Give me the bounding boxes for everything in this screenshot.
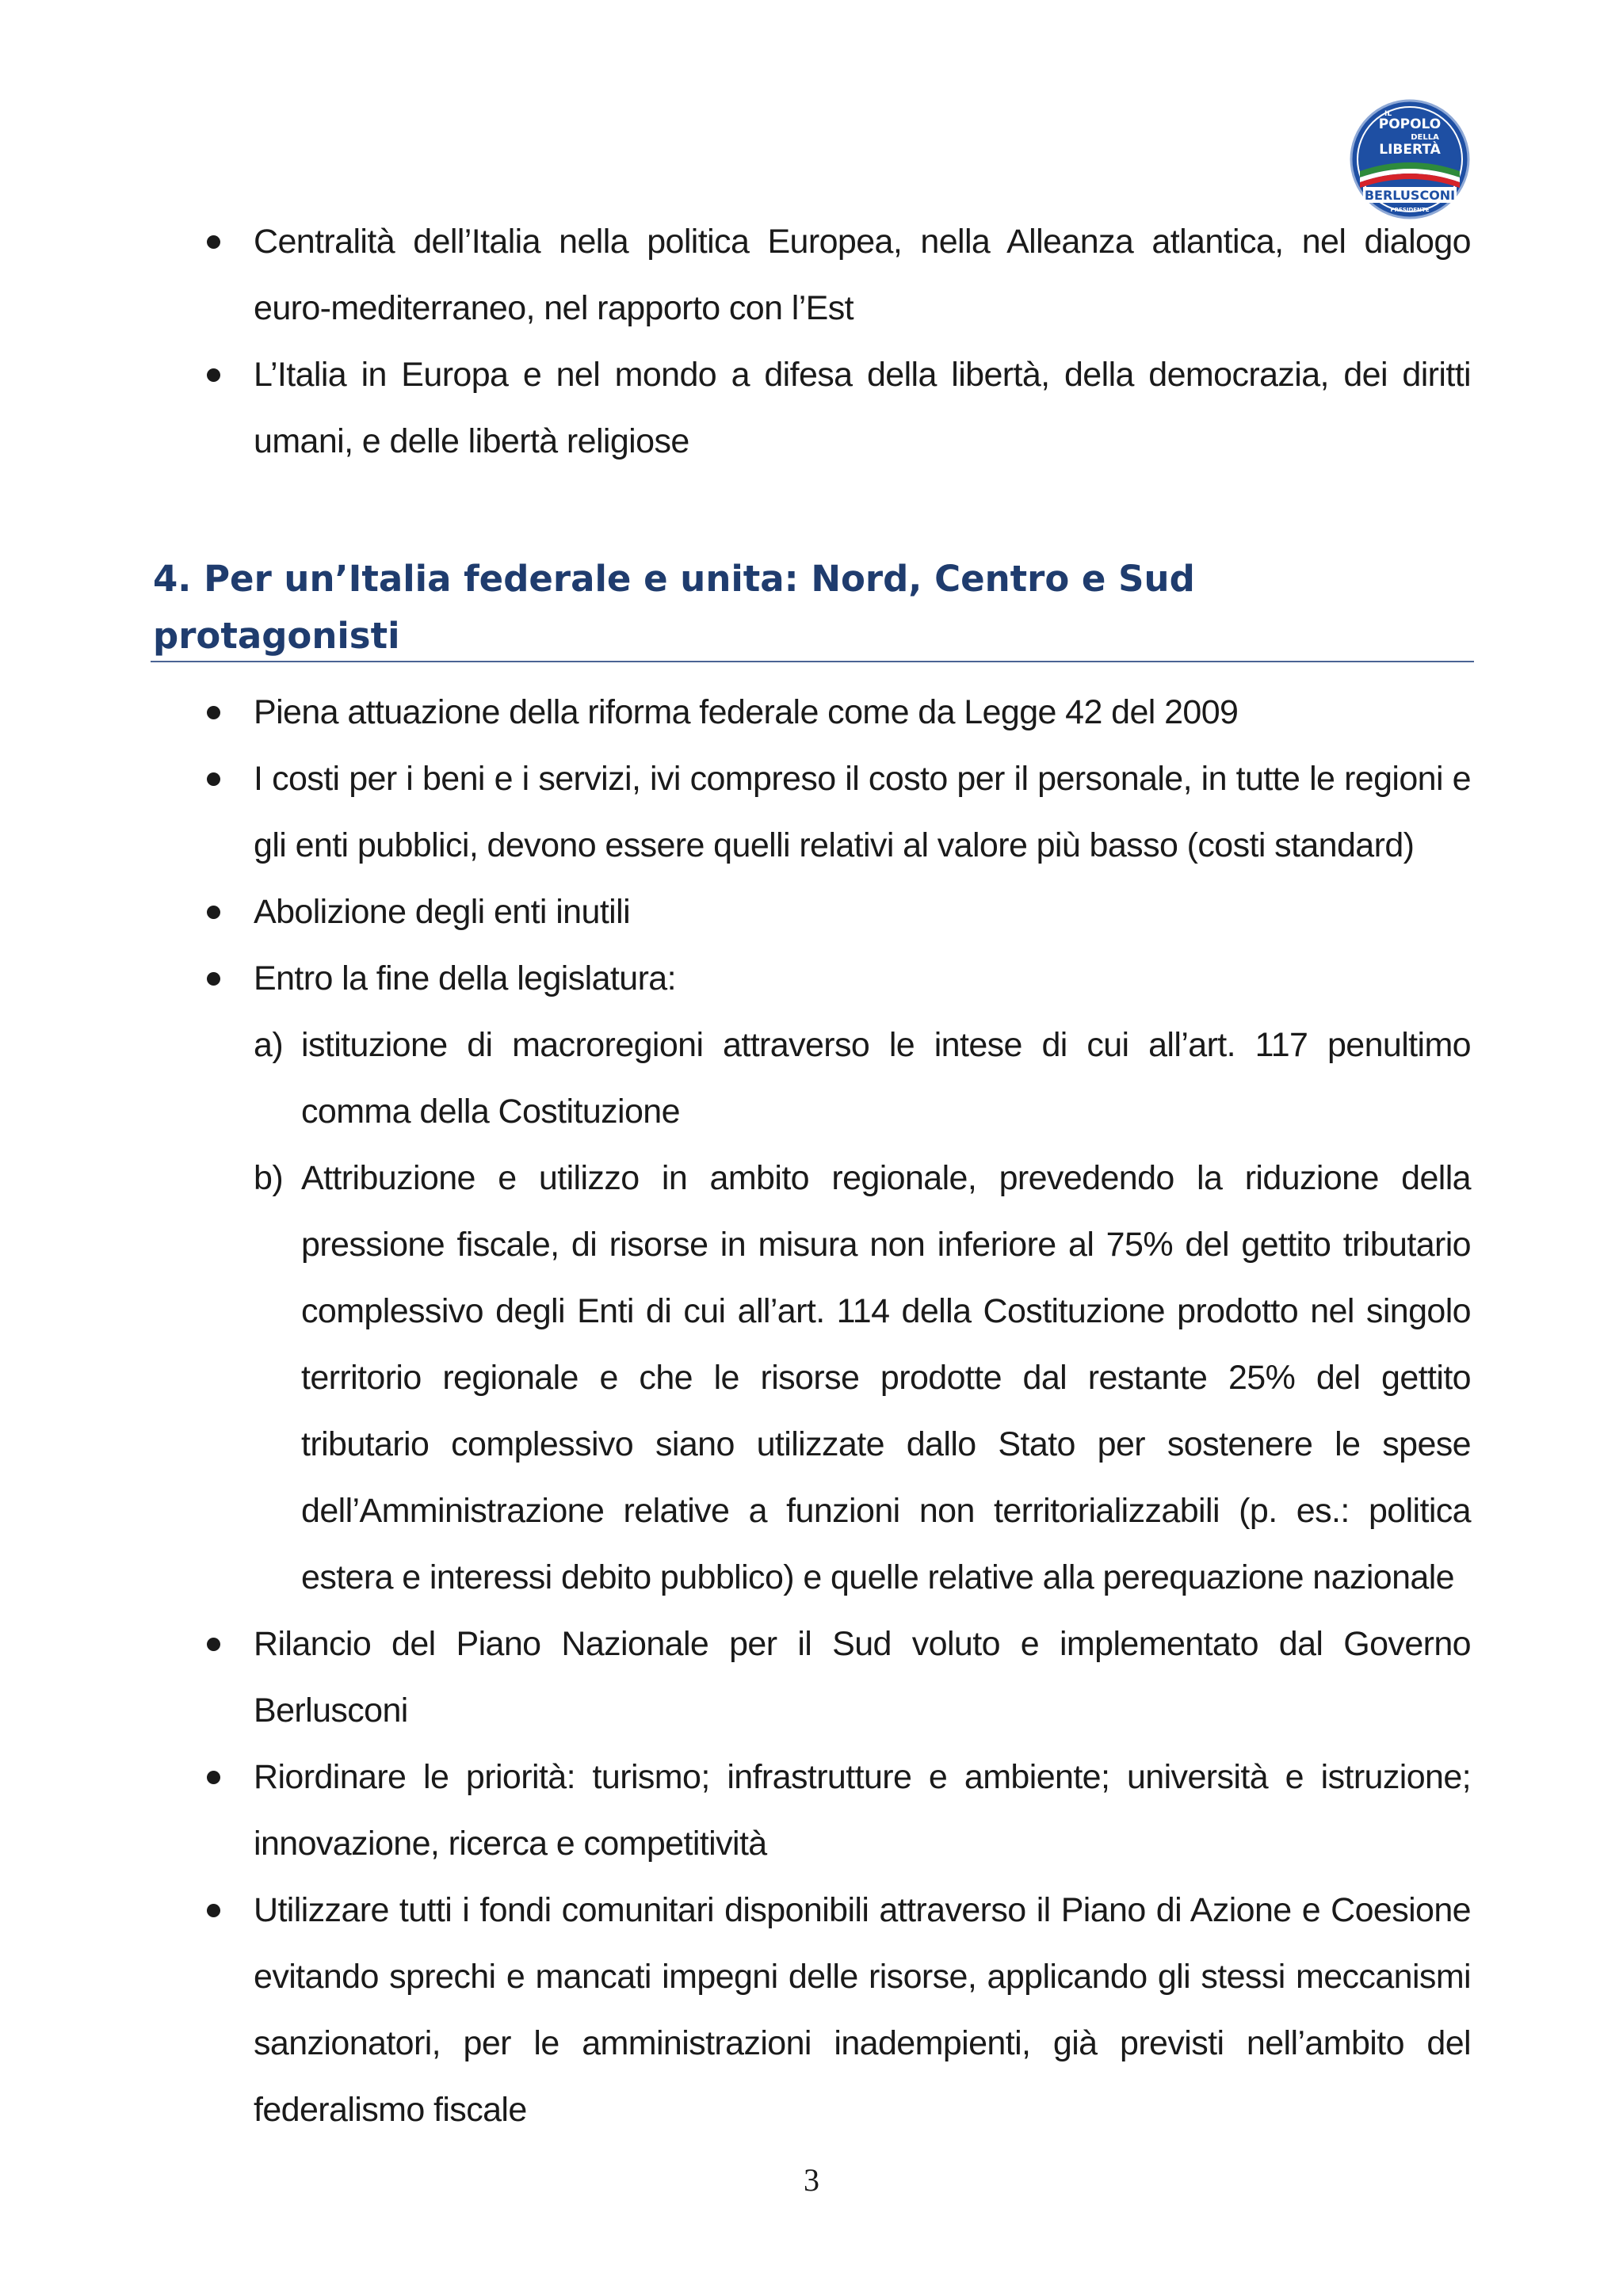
list-item: I costi per i beni e i servizi, ivi compreso il costo per il personale, in tutte le regioni e gli enti pubblici, devono essere quelli relativi al valore più basso (costi standard) <box>254 746 1471 879</box>
list-item: L’Italia in Europa e nel mondo a difesa della libertà, della democrazia, dei diritti umani, e delle libertà religiose <box>254 341 1471 475</box>
legislature-sub-list <box>254 1012 1471 1611</box>
sub-list-marker: a) <box>254 1026 284 1064</box>
list-item: Abolizione degli enti inutili <box>254 879 1471 945</box>
logo-line4: LIBERTÀ <box>1379 142 1441 158</box>
section-heading-line1: 4. Per un’Italia federale e unita: Nord, Centro e Sud <box>153 558 1195 600</box>
logo-line6: PRESIDENTE <box>1390 207 1430 213</box>
logo-line5: BERLUSCONI <box>1364 188 1456 203</box>
logo-line1: IL <box>1384 110 1392 118</box>
heading-divider <box>151 661 1474 662</box>
list-item-intro: Entro la fine della legislatura: <box>254 959 676 997</box>
logo-line3: DELLA <box>1411 133 1439 142</box>
foreign-policy-bullet-list <box>254 208 1471 475</box>
list-item: Rilancio del Piano Nazionale per il Sud voluto e implementato dal Governo Berlusconi <box>254 1611 1471 1744</box>
federalism-bullet-list <box>254 679 1471 2143</box>
list-item: Centralità dell’Italia nella politica Europea, nella Alleanza atlantica, nel dialogo euro-mediterraneo, nel rapporto con l’Est <box>254 208 1471 341</box>
sub-list-item-b <box>254 1145 1471 1611</box>
list-item <box>254 945 1471 1611</box>
list-item: Riordinare le priorità: turismo; infrastrutture e ambiente; università e istruzione; innovazione, ricerca e competitività <box>254 1744 1471 1877</box>
section-heading-line2: protagonisti <box>153 615 400 657</box>
page-number: 3 <box>804 2162 819 2198</box>
section-heading <box>153 551 1472 665</box>
sub-list-text: istituzione di macroregioni attraverso le intese di cui all’art. 117 penultimo comma della Costituzione <box>301 1026 1471 1131</box>
sub-list-item-a <box>254 1012 1471 1145</box>
list-item: Utilizzare tutti i fondi comunitari disponibili attraverso il Piano di Azione e Coesione evitando sprechi e mancati impegni delle risorse, applicando gli stessi meccanismi sanzionatori, per le amministrazioni inadempienti, già previsti nell’ambito del federalismo fiscale <box>254 1877 1471 2143</box>
party-logo <box>1349 98 1471 220</box>
logo-line2: POPOLO <box>1378 116 1442 132</box>
party-logo-graphic <box>1349 98 1471 220</box>
list-item: Piena attuazione della riforma federale come da Legge 42 del 2009 <box>254 679 1471 746</box>
sub-list-marker: b) <box>254 1159 284 1197</box>
sub-list-text: Attribuzione e utilizzo in ambito regionale, prevedendo la riduzione della pressione fiscale, di risorse in misura non inferiore al 75% del gettito tributario complessivo degli Enti di cui all’art. 114 della Costituzione prodotto nel singolo territorio regionale e che le risorse prodotte dal restante 25% del gettito tributario complessivo siano utilizzate dallo Stato per sostenere le spese dell’Amministrazione relative a funzioni non territorializzabili (p. es.: politica estera e interessi debito pubblico) e quelle relative alla perequazione nazionale <box>301 1159 1471 1596</box>
